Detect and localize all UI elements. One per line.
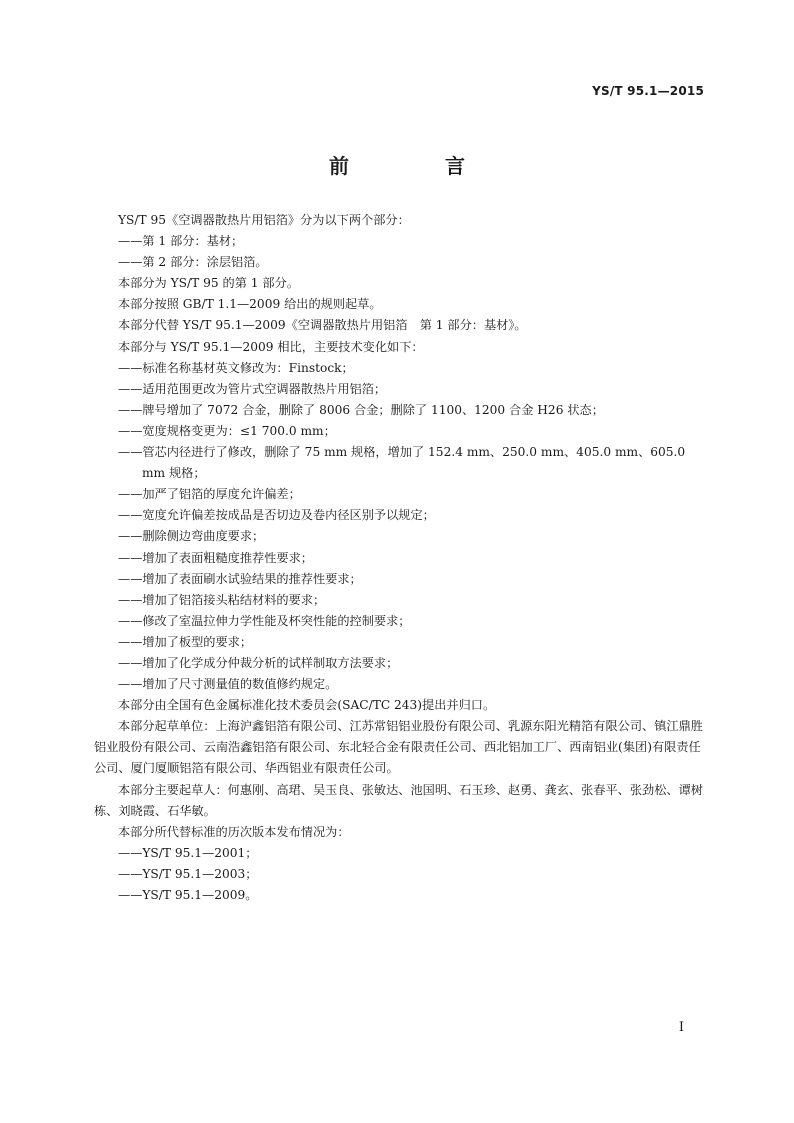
list-item: ——标准名称基材英文修改为：Finstock； bbox=[118, 360, 354, 375]
paragraph: 本部分起草单位：上海沪鑫铝箔有限公司、江苏常铝铝业股份有限公司、乳源东阳光精箔有限公司、镇江鼎胜铝业股份有限公司、云南浩鑫铝箔有限公司、东北轻合金有限责任公司、西北铝加工厂、西南铝业(集团)有限责任公司、厦门厦顺铝箔有限公司、华西铝业有限责任公司。 bbox=[94, 719, 703, 776]
page-number: I bbox=[678, 1020, 684, 1035]
paragraph: YS/T 95《空调器散热片用铝箔》分为以下两个部分： bbox=[118, 213, 410, 227]
list-item: ——增加了铝箔接头粘结材料的要求； bbox=[118, 592, 326, 607]
list-item: ——第 1 部分：基材； bbox=[118, 234, 244, 249]
list-item: ——宽度规格变更为：≤1 700.0 mm； bbox=[118, 423, 336, 438]
standard-code: YS/T 95.1—2015 bbox=[592, 84, 704, 98]
list-item: ——适用范围更改为管片式空调器散热片用铝箔； bbox=[118, 381, 387, 396]
list-item: ——增加了尺寸测量值的数值修约规定。 bbox=[118, 677, 338, 692]
list-item: ——YS/T 95.1—2009。 bbox=[118, 888, 258, 902]
list-item: ——增加了表面粗糙度推荐性要求； bbox=[118, 550, 313, 565]
list-item: ——删除侧边弯曲度要求； bbox=[118, 529, 265, 544]
paragraph: 本部分所代替标准的历次版本发布情况为： bbox=[118, 824, 350, 839]
paragraph: 本部分由全国有色金属标准化技术委员会(SAC/TC 243)提出并归口。 bbox=[118, 698, 496, 713]
list-item: ——增加了表面刷水试验结果的推荐性要求； bbox=[118, 571, 362, 586]
paragraph: 本部分按照 GB/T 1.1—2009 给出的规则起草。 bbox=[118, 297, 382, 312]
list-item: ——加严了铝箔的厚度允许偏差； bbox=[118, 487, 301, 502]
paragraph: 本部分与 YS/T 95.1—2009 相比，主要技术变化如下： bbox=[118, 339, 424, 354]
paragraph: 本部分主要起草人：何惠刚、高珺、吴玉良、张敏达、池国明、石玉珍、赵勇、龚玄、张春平、张劲松、谭树栋、刘晓霞、石华敏。 bbox=[94, 782, 703, 818]
document-body bbox=[94, 210, 710, 906]
list-item: ——宽度允许偏差按成品是否切边及卷内径区别予以规定； bbox=[118, 508, 435, 523]
paragraph: 本部分为 YS/T 95 的第 1 部分。 bbox=[118, 276, 299, 291]
list-item: ——修改了室温拉伸力学性能及杯突性能的控制要求； bbox=[118, 613, 411, 628]
list-item: ——YS/T 95.1—2003； bbox=[118, 866, 258, 881]
page-title: 前 言 bbox=[329, 154, 503, 178]
list-item: ——第 2 部分：涂层铝箔。 bbox=[118, 255, 268, 270]
list-item: ——增加了化学成分仲裁分析的试样制取方法要求； bbox=[118, 655, 399, 670]
list-item: ——管芯内径进行了修改，删除了 75 mm 规格，增加了 152.4 mm、250.0 mm、405.0 mm、605.0 mm 规格； bbox=[118, 445, 686, 481]
list-item: ——牌号增加了 7072 合金，删除了 8006 合金；删除了 1100、1200 合金 H26 状态； bbox=[118, 402, 604, 417]
list-item: ——增加了板型的要求； bbox=[118, 634, 253, 649]
list-item: ——YS/T 95.1—2001； bbox=[118, 845, 258, 860]
paragraph: 本部分代替 YS/T 95.1—2009《空调器散热片用铝箔 第 1 部分：基材》。 bbox=[118, 318, 527, 333]
